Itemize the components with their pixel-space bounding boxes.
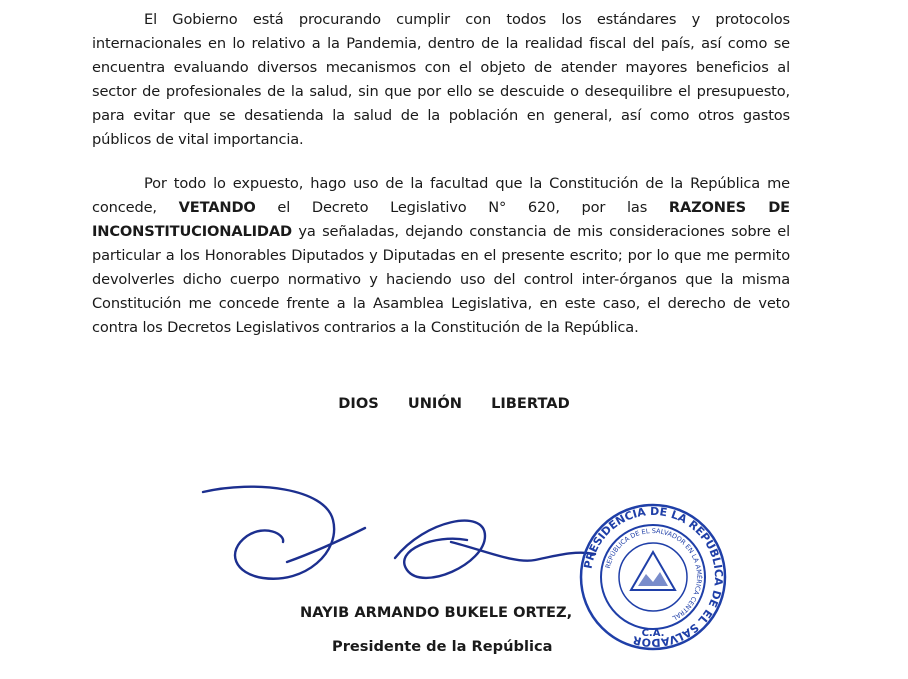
signer-title: Presidente de la República bbox=[332, 638, 553, 655]
presidential-seal bbox=[578, 502, 728, 652]
handwritten-signature bbox=[195, 480, 615, 600]
veto-keyword: VETANDO bbox=[178, 199, 256, 216]
paragraph-1-text: El Gobierno está procurando cumplir con todos los estándares y protocolos internacionales en lo relativo a la Pandemia, dentro de la realidad fiscal del país, así como se encuentra evaluando diversos mecanismos con el objeto de atender mayores beneficios al sector de profesionales de la salud, sin que por ello se descuide o desequilibre el presupuesto, para evitar que se desatienda la salud de la población en general, así como otros gastos públicos de vital importancia. bbox=[92, 11, 790, 148]
motto-word: LIBERTAD bbox=[491, 395, 570, 412]
seal-bottom-text: C.A. bbox=[641, 628, 665, 639]
paragraph-veto-declaration bbox=[92, 172, 790, 340]
unconstitutionality-keyword: RAZONES DE INCONSTITUCIONALIDAD bbox=[92, 199, 790, 240]
motto-word: UNIÓN bbox=[407, 395, 462, 412]
motto-word: DIOS bbox=[338, 395, 379, 412]
seal-outer-text: PRESIDENCIA DE LA REPÚBLICA DE EL SALVADOR bbox=[581, 504, 726, 650]
paragraph-2-part2: el Decreto Legislativo N° 620, por las bbox=[255, 199, 669, 216]
signer-name: NAYIB ARMANDO BUKELE ORTEZ, bbox=[300, 604, 573, 621]
seal-inner-text: REPÚBLICA DE EL SALVADOR EN LA AMÉRICA CENTRAL bbox=[603, 526, 704, 623]
national-motto bbox=[0, 395, 908, 412]
paragraph-2-part3: ya señaladas, dejando constancia de mis consideraciones sobre el particular a los Honorables Diputados y Diputadas en el presente escrito; por lo que me permito devolverles dicho cuerpo normativo y haciendo uso del control inter-órganos que la misma Constitución me concede frente a la Asamblea Legislativa, en este caso, el derecho de veto contra los Decretos Legislativos contrarios a la Constitución de la República. bbox=[92, 223, 790, 336]
paragraph-2-part1: Por todo lo expuesto, hago uso de la facultad que la Constitución de la República me concede, bbox=[92, 175, 790, 216]
paragraph-government-efforts bbox=[92, 8, 790, 152]
